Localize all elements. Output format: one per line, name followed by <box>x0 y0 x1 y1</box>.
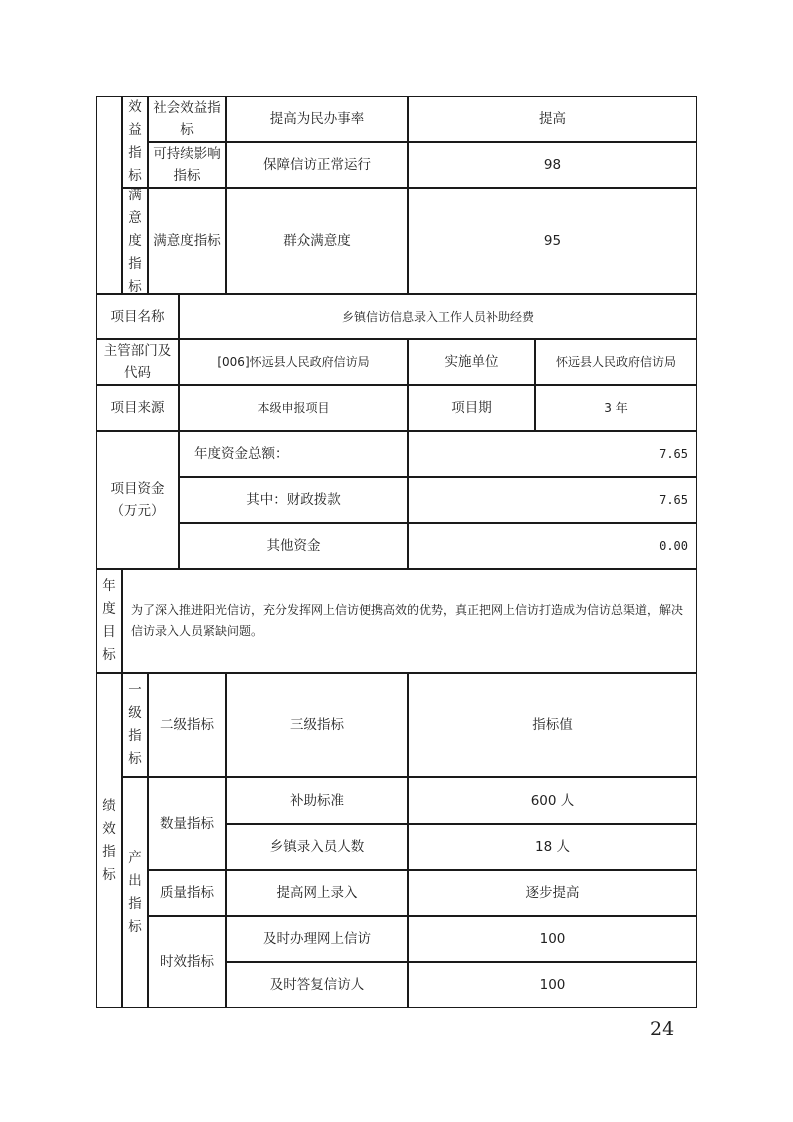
perf-char-1: 绩 <box>102 797 116 814</box>
output-indicator-label <box>122 777 148 1008</box>
value-header: 指标值 <box>408 673 697 777</box>
satisfaction-char-5: 标 <box>128 278 142 295</box>
dept-value: [006]怀远县人民政府信访局 <box>179 339 408 385</box>
annual-goal-text: 为了深入推进阳光信访，充分发挥网上信访便携高效的优势，真正把网上信访打造成为信访总渠道，解决信访录入人员紧缺问题。 <box>122 569 697 673</box>
quantity-value-2: 18 人 <box>408 824 697 870</box>
quality-value: 逐步提高 <box>408 870 697 916</box>
period-label: 项目期 <box>408 385 535 431</box>
output-char-4: 标 <box>128 918 142 935</box>
outer-left-column <box>96 96 122 294</box>
goal-char-2: 度 <box>102 601 116 617</box>
satisfaction-char-1: 满 <box>128 186 142 203</box>
perf-char-3: 指 <box>102 843 116 860</box>
benefit-char-1: 效 <box>128 99 142 115</box>
sustain-label: 可持续影响指标 <box>148 142 226 188</box>
performance-indicator-label <box>96 673 122 1008</box>
source-value: 本级申报项目 <box>179 385 408 431</box>
quantity-item-1: 补助标准 <box>226 777 408 824</box>
satisfaction-sub-label: 满意度指标 <box>148 188 226 294</box>
time-value-1: 100 <box>408 916 697 962</box>
goal-char-1: 年 <box>102 578 116 594</box>
level1-char-4: 标 <box>128 751 142 767</box>
annual-goal-label <box>96 569 122 673</box>
period-value: 3 年 <box>535 385 697 431</box>
time-item-1: 及时办理网上信访 <box>226 916 408 962</box>
quantity-label: 数量指标 <box>148 777 226 870</box>
social-benefit-value: 提高 <box>408 96 697 142</box>
dept-label: 主管部门及代码 <box>96 339 179 385</box>
satisfaction-char-3: 度 <box>128 232 142 249</box>
social-benefit-label: 社会效益指标 <box>148 96 226 142</box>
sustain-item: 保障信访正常运行 <box>226 142 408 188</box>
perf-char-4: 标 <box>102 866 116 883</box>
output-char-3: 指 <box>128 895 142 912</box>
level1-char-3: 指 <box>128 728 142 744</box>
satisfaction-char-2: 意 <box>128 209 142 226</box>
time-label: 时效指标 <box>148 916 226 1008</box>
source-label: 项目来源 <box>96 385 179 431</box>
sustain-value: 98 <box>408 142 697 188</box>
level2-header: 二级指标 <box>148 673 226 777</box>
impl-label: 实施单位 <box>408 339 535 385</box>
satisfaction-indicator-label <box>122 188 148 294</box>
output-char-2: 出 <box>128 872 142 889</box>
benefit-char-3: 指 <box>128 145 142 161</box>
funds-total-label: 年度资金总额： <box>179 431 408 477</box>
satisfaction-char-4: 指 <box>128 255 142 272</box>
time-item-2: 及时答复信访人 <box>226 962 408 1008</box>
quality-item: 提高网上录入 <box>226 870 408 916</box>
satisfaction-value: 95 <box>408 188 697 294</box>
benefit-char-2: 益 <box>128 122 142 138</box>
funds-label: 项目资金（万元） <box>96 431 179 569</box>
output-char-1: 产 <box>128 849 142 866</box>
satisfaction-item: 群众满意度 <box>226 188 408 294</box>
level3-header: 三级指标 <box>226 673 408 777</box>
level1-char-1: 一 <box>128 682 142 698</box>
impl-value: 怀远县人民政府信访局 <box>535 339 697 385</box>
page-number: 24 <box>650 1018 675 1040</box>
quality-label: 质量指标 <box>148 870 226 916</box>
social-benefit-item: 提高为民办事率 <box>226 96 408 142</box>
project-name-label: 项目名称 <box>96 294 179 339</box>
quantity-item-2: 乡镇录入员人数 <box>226 824 408 870</box>
level1-header <box>122 673 148 777</box>
funds-other-label: 其他资金 <box>179 523 408 569</box>
funds-total-value: 7.65 <box>408 431 697 477</box>
benefit-indicator-label <box>122 96 148 188</box>
benefit-char-4: 标 <box>128 168 142 184</box>
goal-char-4: 标 <box>102 647 116 663</box>
quantity-value-1: 600 人 <box>408 777 697 824</box>
funds-other-value: 0.00 <box>408 523 697 569</box>
goal-char-3: 目 <box>102 624 116 640</box>
funds-fiscal-value: 7.65 <box>408 477 697 523</box>
time-value-2: 100 <box>408 962 697 1008</box>
funds-fiscal-label: 其中：财政拨款 <box>179 477 408 523</box>
perf-char-2: 效 <box>102 820 116 837</box>
level1-char-2: 级 <box>128 705 142 721</box>
project-name-value: 乡镇信访信息录入工作人员补助经费 <box>179 294 697 339</box>
